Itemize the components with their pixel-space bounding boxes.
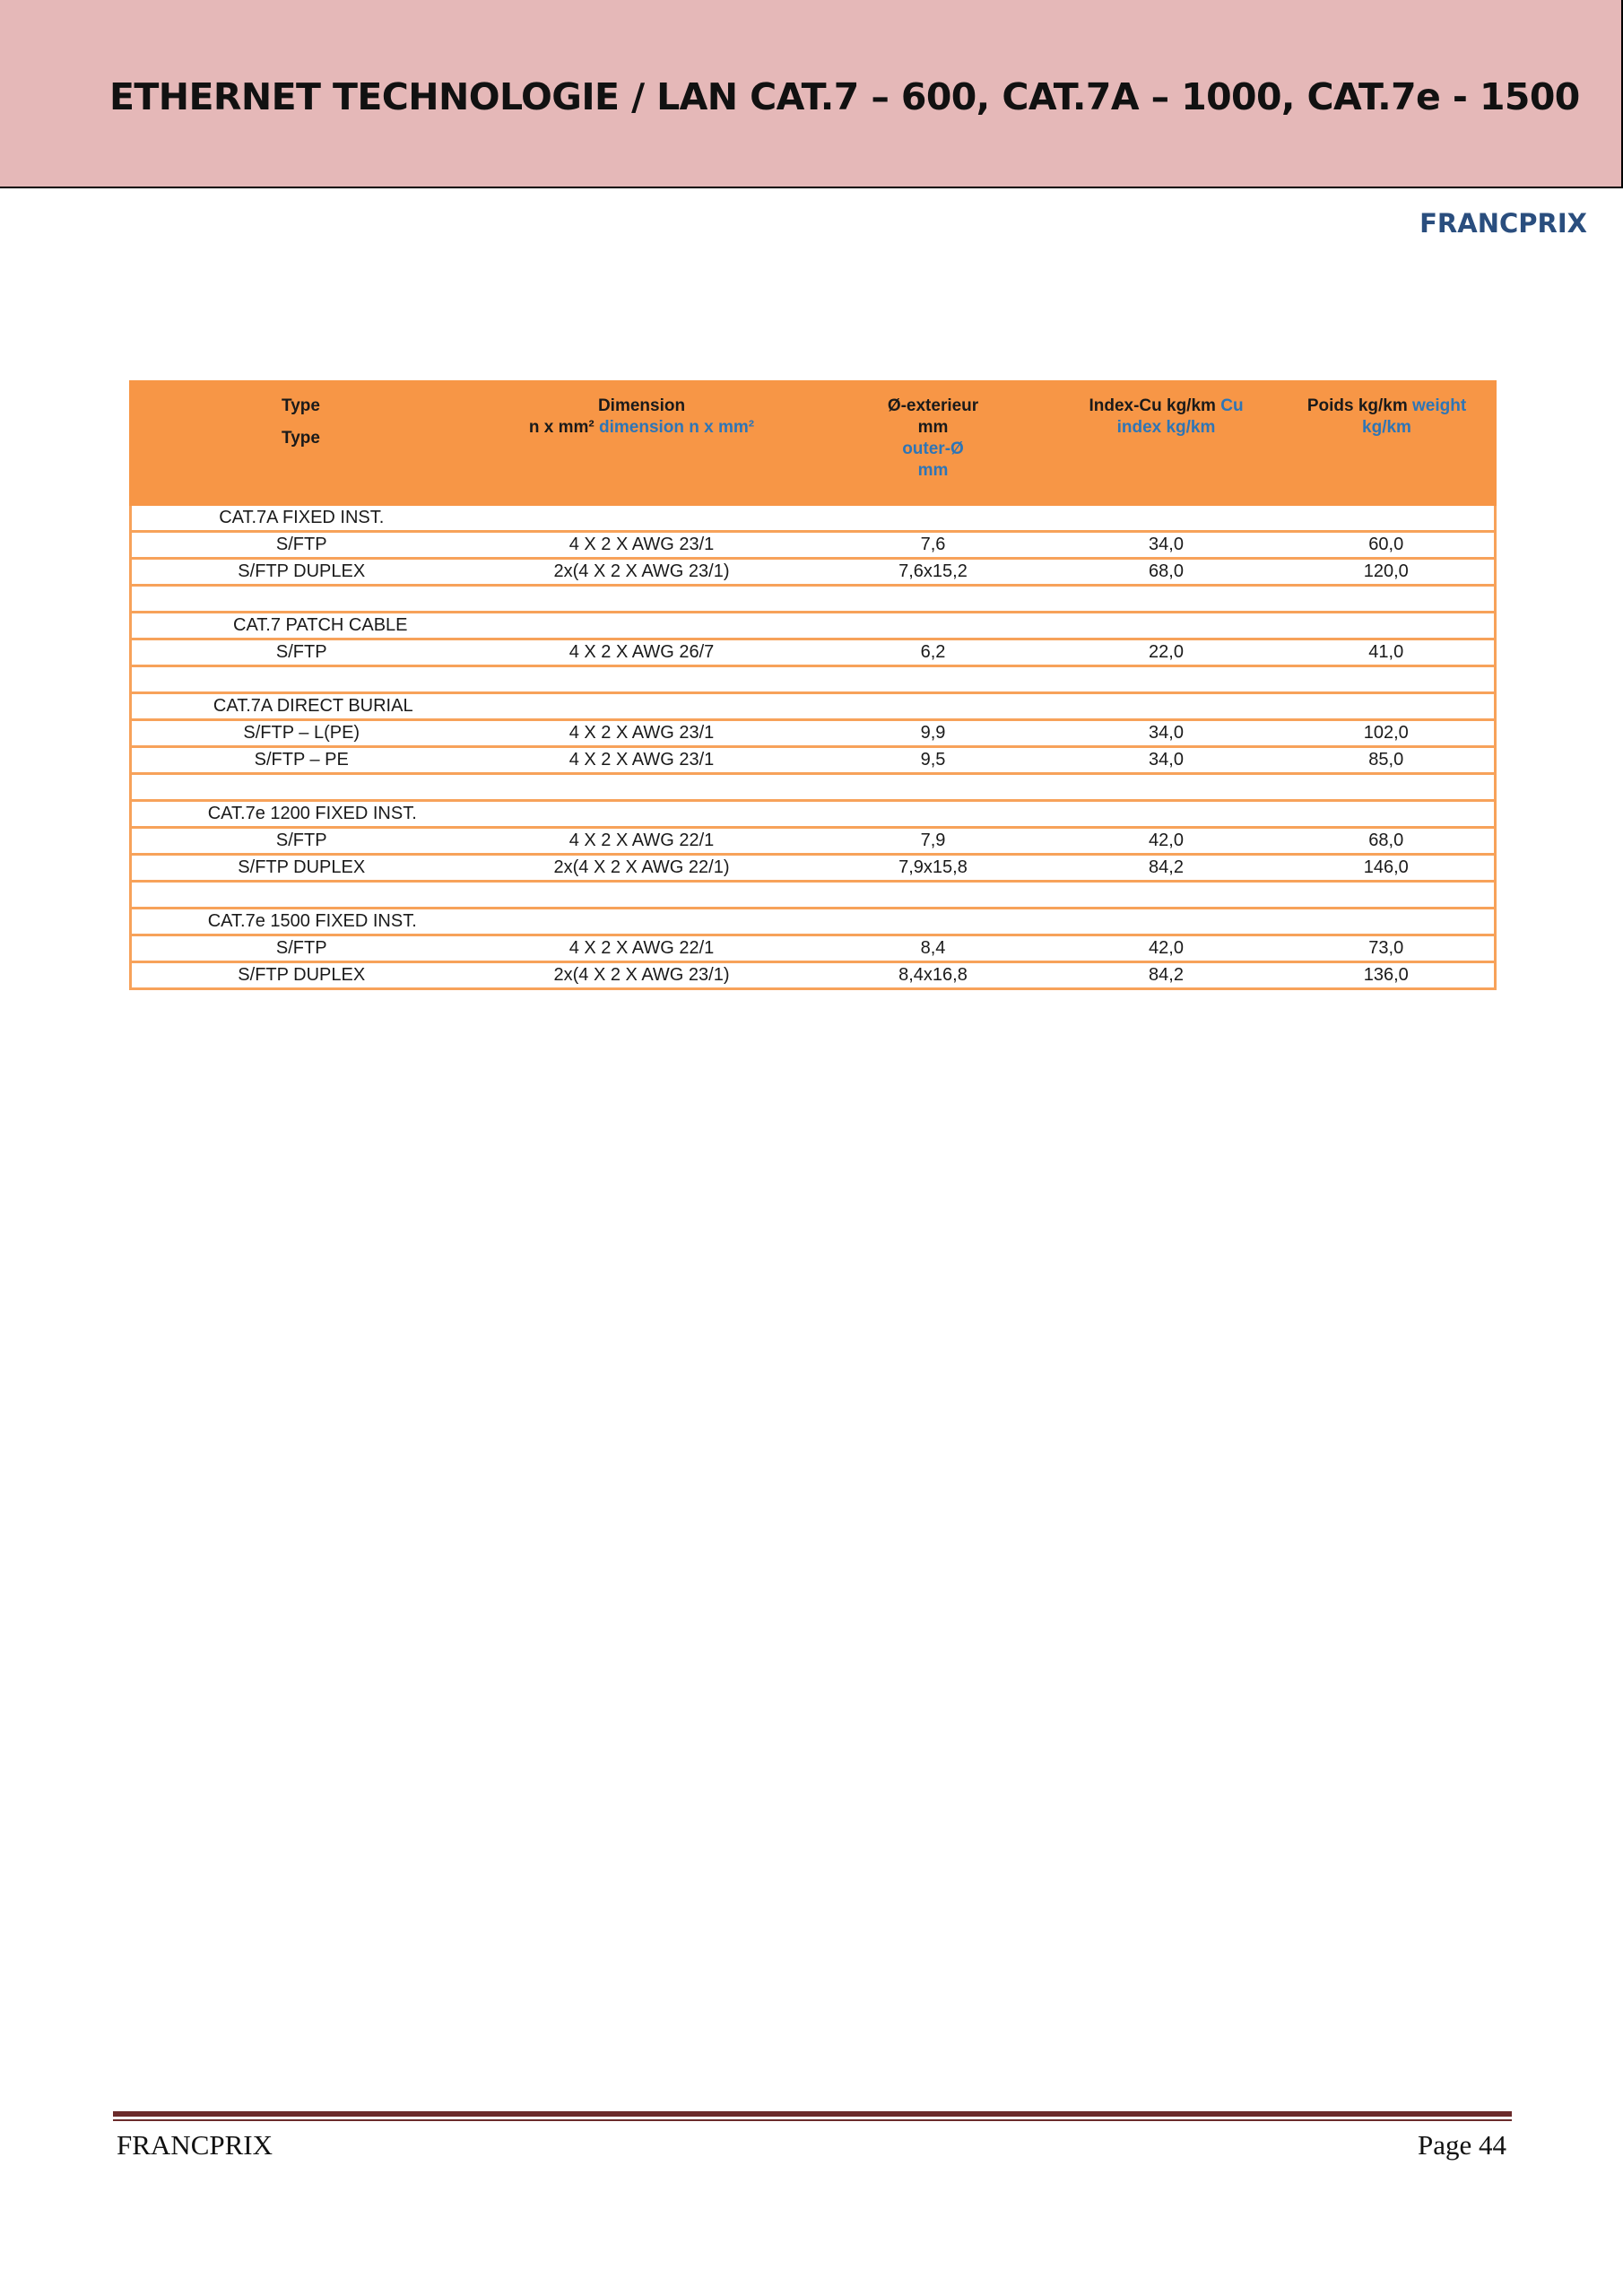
table-row (131, 855, 1496, 882)
table-cell-empty (472, 613, 812, 639)
table-section-row (131, 505, 1496, 532)
column-header-outer-diameter (812, 382, 1055, 505)
dimension-header-unit: n x mm² (528, 418, 595, 437)
table-cell-empty (812, 774, 1055, 801)
table-cell-empty (1055, 693, 1279, 720)
page-title: ETHERNET TECHNOLOGIE / LAN CAT.7 – 600, CAT.7A – 1000, CAT.7e - 1500 (109, 75, 1580, 118)
section-label: CAT.7e 1200 FIXED INST. (131, 801, 472, 828)
table-section-row (131, 613, 1496, 639)
table-row (131, 559, 1496, 586)
page-number: Page 44 (1417, 2129, 1506, 2161)
cell-index: 68,0 (1055, 559, 1279, 586)
cell-dimension: 2x(4 X 2 X AWG 23/1) (472, 559, 812, 586)
footer-divider-thin (113, 2119, 1512, 2121)
cell-weight: 146,0 (1279, 855, 1496, 882)
table-row (131, 962, 1496, 989)
footer-divider (113, 2111, 1512, 2117)
section-label: CAT.7A FIXED INST. (131, 505, 472, 532)
table-section-row (131, 693, 1496, 720)
cell-outer: 8,4 (812, 935, 1055, 962)
cell-type: S/FTP (131, 935, 472, 962)
table-spacer-row (131, 774, 1496, 801)
cell-outer: 7,9 (812, 828, 1055, 855)
table-cell-empty (1279, 909, 1496, 935)
table-cell-empty (131, 586, 472, 613)
cell-index: 34,0 (1055, 532, 1279, 559)
cell-type: S/FTP DUPLEX (131, 855, 472, 882)
cell-dimension: 4 X 2 X AWG 23/1 (472, 747, 812, 774)
index-header-en: Cu (1220, 396, 1244, 415)
table-cell-empty (1279, 882, 1496, 909)
column-header-weight (1279, 382, 1496, 505)
cell-dimension: 4 X 2 X AWG 26/7 (472, 639, 812, 666)
table-section-row (131, 801, 1496, 828)
table-cell-empty (812, 666, 1055, 693)
cell-type: S/FTP (131, 532, 472, 559)
type-header-fr: Type (282, 396, 320, 415)
table-cell-empty (1055, 586, 1279, 613)
table-row (131, 747, 1496, 774)
table-cell-empty (472, 882, 812, 909)
section-label: CAT.7 PATCH CABLE (131, 613, 472, 639)
cell-dimension: 4 X 2 X AWG 23/1 (472, 532, 812, 559)
table-cell-empty (812, 801, 1055, 828)
cell-outer: 7,6x15,2 (812, 559, 1055, 586)
brand-label: FRANCPRIX (1419, 208, 1587, 239)
index-header-fr: Index-Cu kg/km (1089, 396, 1216, 415)
weight-header-en: weight (1412, 396, 1467, 415)
cell-index: 84,2 (1055, 855, 1279, 882)
table-cell-empty (1279, 505, 1496, 532)
table-cell-empty (1055, 909, 1279, 935)
table-cell-empty (472, 909, 812, 935)
cell-type: S/FTP DUPLEX (131, 962, 472, 989)
table-cell-empty (1279, 693, 1496, 720)
table-cell-empty (1279, 774, 1496, 801)
table-cell-empty (472, 505, 812, 532)
cell-weight: 73,0 (1279, 935, 1496, 962)
table-row (131, 720, 1496, 747)
table-cell-empty (1055, 774, 1279, 801)
cell-weight: 136,0 (1279, 962, 1496, 989)
section-label: CAT.7A DIRECT BURIAL (131, 693, 472, 720)
table-cell-empty (472, 693, 812, 720)
cell-weight: 60,0 (1279, 532, 1496, 559)
cell-outer: 8,4x16,8 (812, 962, 1055, 989)
outer-header-fr: Ø-exterieur (887, 396, 979, 415)
weight-header-en2: kg/km (1362, 418, 1411, 437)
weight-header-line1 (1289, 396, 1485, 417)
table-cell-empty (812, 909, 1055, 935)
cell-index: 34,0 (1055, 720, 1279, 747)
table-header-row (131, 382, 1496, 505)
section-label: CAT.7e 1500 FIXED INST. (131, 909, 472, 935)
cell-index: 22,0 (1055, 639, 1279, 666)
table-spacer-row (131, 586, 1496, 613)
table-cell-empty (1279, 801, 1496, 828)
table-cell-empty (1055, 666, 1279, 693)
dimension-header-en: dimension n x mm² (599, 418, 755, 437)
table-cell-empty (1055, 505, 1279, 532)
table-cell-empty (472, 586, 812, 613)
table-cell-empty (812, 505, 1055, 532)
cable-spec-table (129, 380, 1497, 990)
index-header-line1 (1064, 396, 1268, 417)
table-row (131, 935, 1496, 962)
table-spacer-row (131, 666, 1496, 693)
cell-outer: 9,9 (812, 720, 1055, 747)
weight-header-fr: Poids kg/km (1306, 396, 1408, 415)
table-row (131, 639, 1496, 666)
column-header-dimension (472, 382, 812, 505)
cell-weight: 41,0 (1279, 639, 1496, 666)
cell-dimension: 4 X 2 X AWG 22/1 (472, 935, 812, 962)
index-header-en2: index kg/km (1116, 418, 1216, 437)
table-cell-empty (131, 666, 472, 693)
cell-index: 42,0 (1055, 828, 1279, 855)
table-spacer-row (131, 882, 1496, 909)
header-band (0, 0, 1623, 188)
column-header-type (131, 382, 472, 505)
table-cell-empty (1279, 666, 1496, 693)
table-cell-empty (812, 882, 1055, 909)
cell-outer: 6,2 (812, 639, 1055, 666)
cell-dimension: 4 X 2 X AWG 23/1 (472, 720, 812, 747)
cell-outer: 7,6 (812, 532, 1055, 559)
cell-dimension: 4 X 2 X AWG 22/1 (472, 828, 812, 855)
cell-type: S/FTP (131, 828, 472, 855)
cell-weight: 120,0 (1279, 559, 1496, 586)
outer-header-en: outer-Ø (902, 439, 964, 458)
table-section-row (131, 909, 1496, 935)
cell-type: S/FTP DUPLEX (131, 559, 472, 586)
table-cell-empty (131, 882, 472, 909)
table-cell-empty (131, 774, 472, 801)
table-cell-empty (1055, 801, 1279, 828)
cell-weight: 102,0 (1279, 720, 1496, 747)
dimension-header-line2 (482, 417, 802, 439)
table-cell-empty (812, 693, 1055, 720)
cell-outer: 7,9x15,8 (812, 855, 1055, 882)
outer-header-en-unit: mm (917, 461, 949, 480)
cell-type: S/FTP (131, 639, 472, 666)
cell-type: S/FTP – L(PE) (131, 720, 472, 747)
table-cell-empty (1279, 613, 1496, 639)
table-row (131, 828, 1496, 855)
table-cell-empty (1279, 586, 1496, 613)
footer-brand: FRANCPRIX (117, 2129, 273, 2161)
outer-header-unit: mm (917, 418, 949, 437)
table-cell-empty (472, 801, 812, 828)
cell-dimension: 2x(4 X 2 X AWG 22/1) (472, 855, 812, 882)
table-cell-empty (812, 613, 1055, 639)
cell-index: 34,0 (1055, 747, 1279, 774)
cell-index: 84,2 (1055, 962, 1279, 989)
type-header-en: Type (282, 429, 320, 448)
cell-outer: 9,5 (812, 747, 1055, 774)
dimension-header-fr: Dimension (597, 396, 686, 415)
table-cell-empty (1055, 613, 1279, 639)
cell-weight: 68,0 (1279, 828, 1496, 855)
cell-dimension: 2x(4 X 2 X AWG 23/1) (472, 962, 812, 989)
table-cell-empty (472, 666, 812, 693)
cell-weight: 85,0 (1279, 747, 1496, 774)
table-cell-empty (812, 586, 1055, 613)
cell-type: S/FTP – PE (131, 747, 472, 774)
table-cell-empty (472, 774, 812, 801)
table-cell-empty (1055, 882, 1279, 909)
cell-index: 42,0 (1055, 935, 1279, 962)
column-header-index-cu (1055, 382, 1279, 505)
table-row (131, 532, 1496, 559)
